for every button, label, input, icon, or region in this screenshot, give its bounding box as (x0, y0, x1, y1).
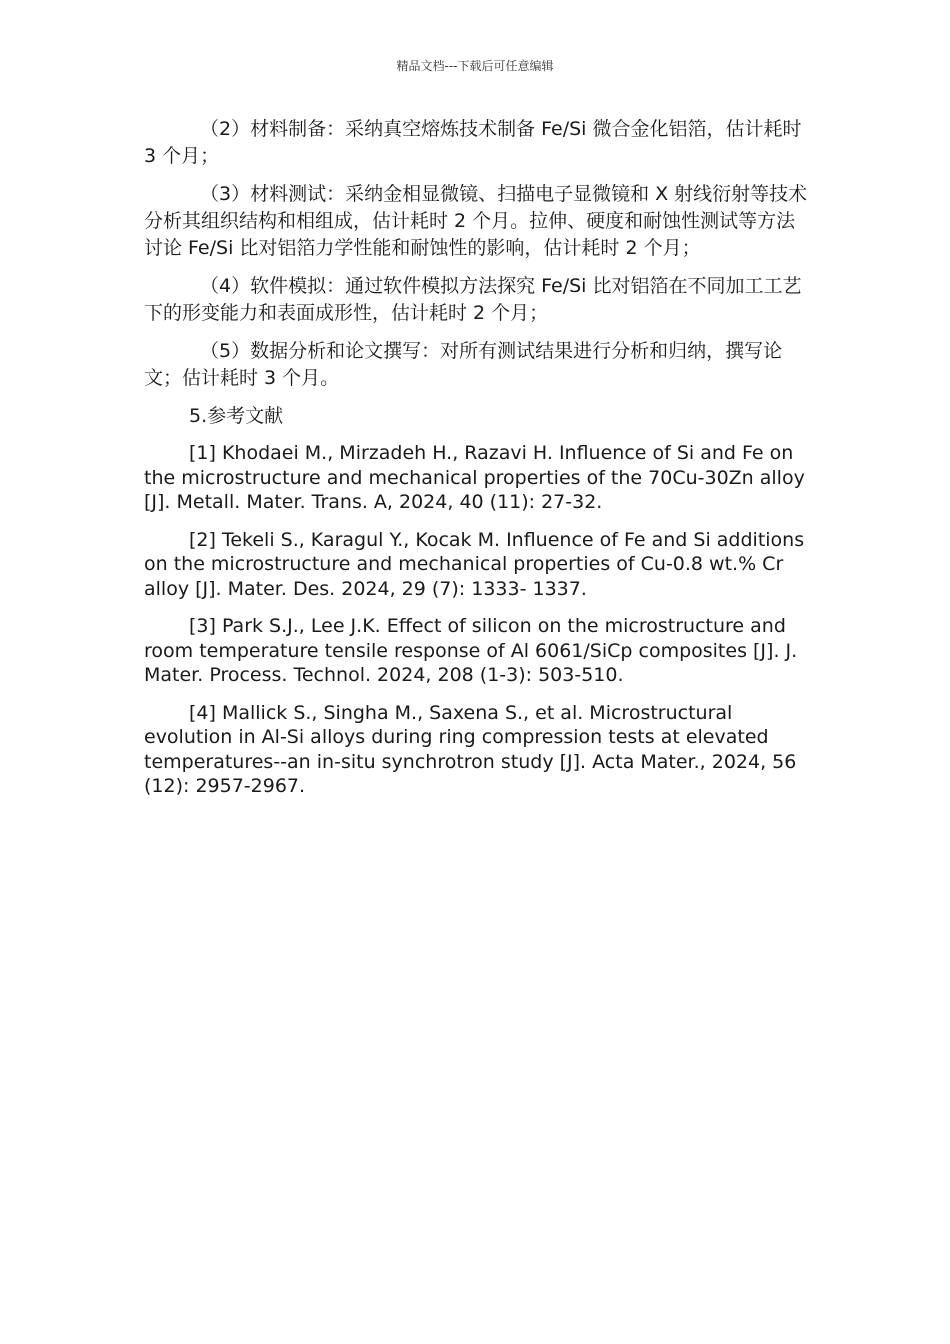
reference-item-1: [1] Khodaei M., Mirzadeh H., Razavi H. Influence of Si and Fe on the microstructure and mechanical properties of the 70Cu-30Zn alloy [J]. Metall. Mater. Trans. A, 2024, 40 (11): 27-32. (144, 442, 805, 513)
page-header: 精品文档---下载后可任意编辑 (396, 59, 554, 73)
task-material-testing: （3）材料测试：采纳金相显微镜、扫描电子显微镜和 X 射线衍射等技术分析其组织结构和相组成，估计耗时 2 个月。拉伸、硬度和耐蚀性测试等方法讨论 Fe/Si 比对铝箔力学性能和耐蚀性的影响，估计耗时 2 个月； (144, 183, 808, 259)
reference-item-4: [4] Mallick S., Singha M., Saxena S., et al. Microstructural evolution in Al-Si alloys during ring compression tests at elevated temperatures--an in-situ synchrotron study [J]. Acta Mater., 2024, 56 (12): 2957-2967. (144, 701, 797, 797)
task-software-simulation: （4）软件模拟：通过软件模拟方法探究 Fe/Si 比对铝箔在不同加工工艺下的形变能力和表面成形性，估计耗时 2 个月； (144, 275, 802, 324)
references-heading: 5.参考文献 (189, 405, 284, 427)
task-material-preparation: （2）材料制备：采纳真空熔炼技术制备 Fe/Si 微合金化铝箔，估计耗时 3 个月； (144, 118, 802, 167)
reference-item-3: [3] Park S.J., Lee J.K. Effect of silicon on the microstructure and room temperature tensile response of Al 6061/SiCp composites [J]. J. Mater. Process. Technol. 2024, 208 (1-3): 503-510. (144, 615, 798, 686)
reference-item-2: [2] Tekeli S., Karagul Y., Kocak M. Influence of Fe and Si additions on the microstructure and mechanical properties of Cu-0.8 wt.% Cr alloy [J]. Mater. Des. 2024, 29 (7): 1333- 1337. (144, 528, 805, 600)
task-data-analysis: （5）数据分析和论文撰写：对所有测试结果进行分析和归纳，撰写论文；估计耗时 3 个月。 (144, 340, 783, 389)
document-body (144, 116, 812, 812)
